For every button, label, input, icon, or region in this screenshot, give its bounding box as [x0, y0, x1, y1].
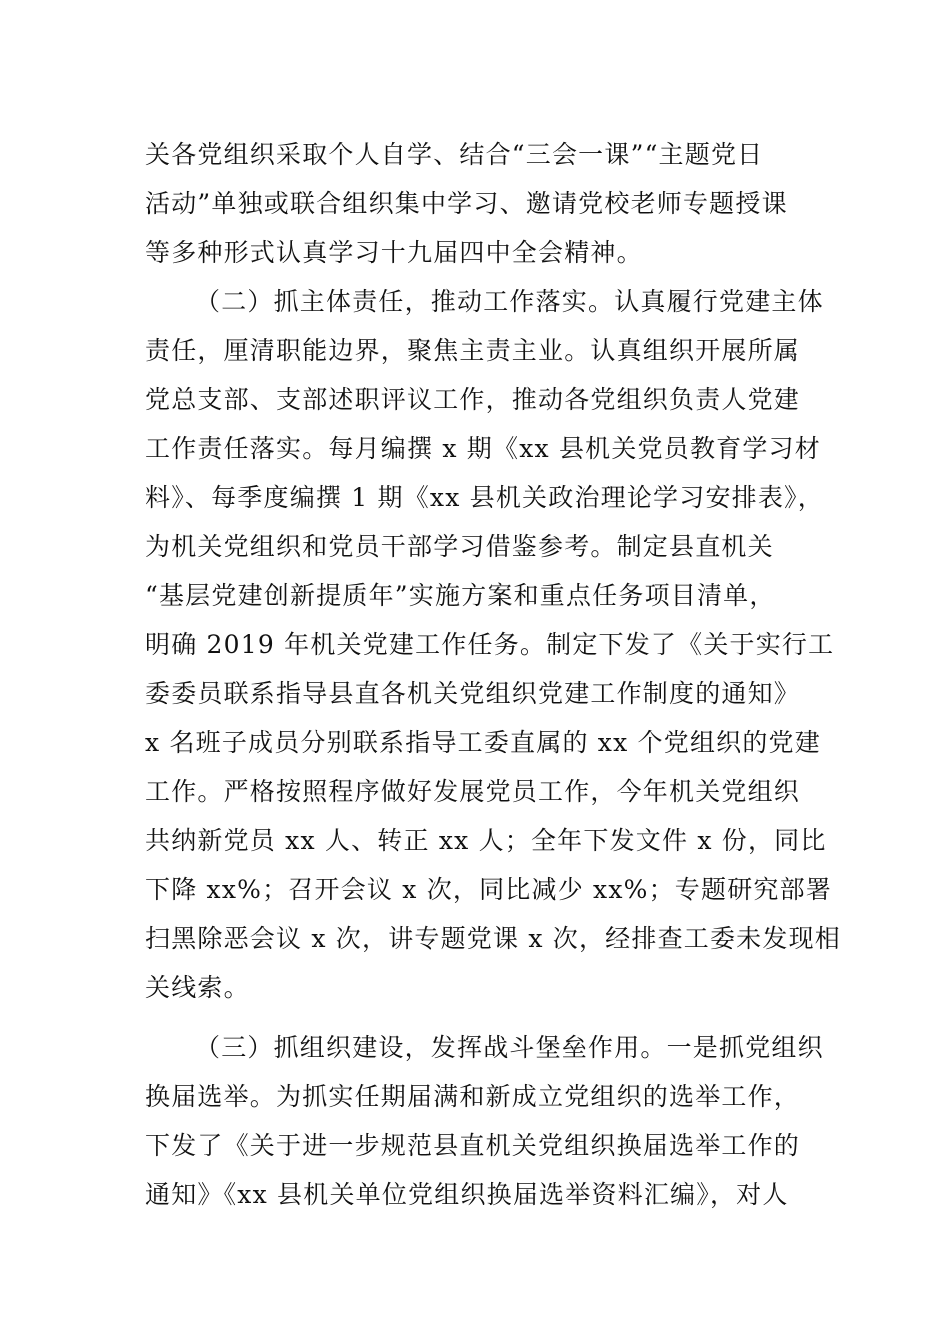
text-line: 为机关党组织和党员干部学习借鉴参考。制定县直机关	[145, 532, 774, 561]
text-line: 活动”单独或联合组织集中学习、邀请党校老师专题授课	[145, 189, 788, 218]
text-line: 明确 2019 年机关党建工作任务。制定下发了《关于实行工	[145, 630, 835, 659]
text-line: 工作责任落实。每月编撰 x 期《xx 县机关党员教育学习材	[145, 434, 821, 463]
text-line: “基层党建创新提质年”实施方案和重点任务项目清单，	[145, 581, 776, 610]
text-line: 责任，厘清职能边界，聚焦主责主业。认真组织开展所属	[145, 336, 801, 365]
text-line: 等多种形式认真学习十九届四中全会精神。	[145, 238, 643, 267]
text-line: 扫黑除恶会议 x 次，讲专题党课 x 次，经排查工委未发现相	[145, 924, 841, 953]
text-line: 关线索。	[145, 973, 250, 1002]
text-line: 换届选举。为抓实任期届满和新成立党组织的选举工作，	[145, 1082, 801, 1111]
text-line: 下降 xx%；召开会议 x 次，同比减少 xx%；专题研究部署	[145, 875, 832, 904]
text-line: 共纳新党员 xx 人、转正 xx 人；全年下发文件 x 份，同比	[145, 826, 827, 855]
text-line: x 名班子成员分别联系指导工委直属的 xx 个党组织的党建	[145, 728, 821, 757]
paragraph-start-line: （二）抓主体责任，推动工作落实。认真履行党建主体	[195, 287, 824, 316]
text-line: 关各党组织采取个人自学、结合“三会一课”“主题党日	[145, 140, 764, 169]
text-line: 党总支部、支部述职评议工作，推动各党组织负责人党建	[145, 385, 801, 414]
text-line: 委委员联系指导县直各机关党组织党建工作制度的通知》	[145, 679, 801, 708]
text-line: 通知》《xx 县机关单位党组织换届选举资料汇编》，对人	[145, 1180, 789, 1209]
text-line: 下发了《关于进一步规范县直机关党组织换届选举工作的	[145, 1131, 801, 1160]
text-line: 工作。严格按照程序做好发展党员工作，今年机关党组织	[145, 777, 801, 806]
text-line: 料》、每季度编撰 1 期《xx 县机关政治理论学习安排表》，	[145, 483, 824, 512]
paragraph-start-line: （三）抓组织建设，发挥战斗堡垒作用。一是抓党组织	[195, 1033, 824, 1062]
